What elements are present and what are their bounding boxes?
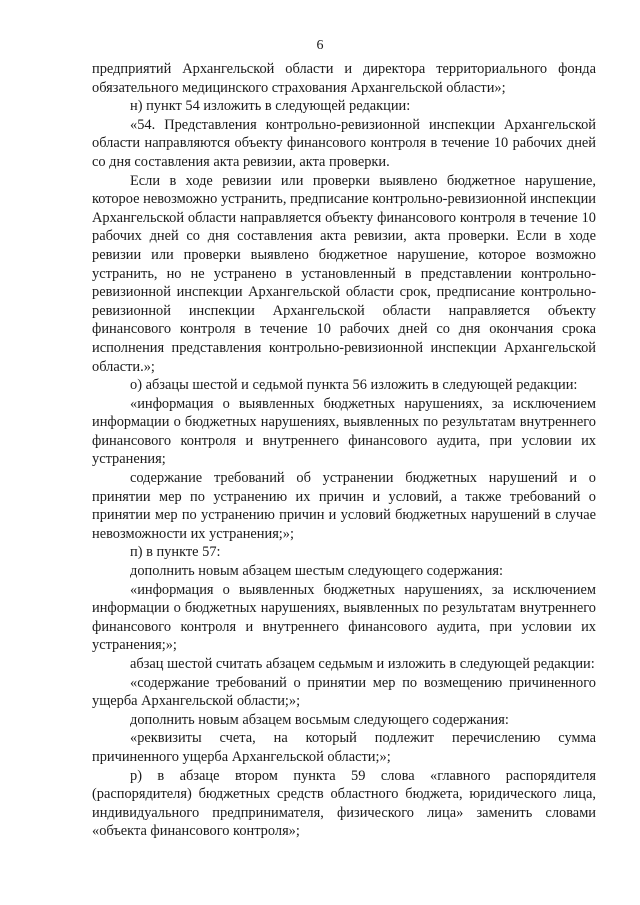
paragraph: «содержание требований о принятии мер по возмещению причиненного ущерба Архангельской области;»; bbox=[92, 674, 596, 710]
paragraph: абзац шестой считать абзацем седьмым и изложить в следующей редакции: bbox=[130, 656, 595, 672]
paragraph: «реквизиты счета, на который подлежит перечислению сумма причиненного ущерба Архангельской области;»; bbox=[92, 730, 596, 765]
paragraph: р) в абзаце втором пункта 59 слова «главного распорядителя (распорядителя) бюджетных средств областного бюджета, юридического лица, индивидуального предпринимателя, физического лица» заменить словами «объекта финансового контроля»; bbox=[92, 767, 596, 840]
paragraph: «54. Представления контрольно-ревизионной инспекции Архангельской области направляются объекту финансового контроля в течение 10 рабочих дней со дня составления акта ревизии, акта проверки. bbox=[92, 116, 596, 170]
page-number: 6 bbox=[316, 38, 324, 53]
paragraph: «информация о выявленных бюджетных нарушениях, за исключением информации о бюджетных нарушениях, выявленных по результатам внутреннего финансового контроля и внутреннего финансового аудита, при условии их устранения;»; bbox=[92, 581, 596, 654]
paragraph: дополнить новым абзацем шестым следующего содержания: bbox=[130, 563, 504, 580]
paragraph: дополнить новым абзацем восьмым следующего содержания: bbox=[130, 711, 509, 728]
paragraph: о) абзацы шестой и седьмой пункта 56 изложить в следующей редакции: bbox=[130, 377, 578, 394]
document-body bbox=[92, 60, 596, 841]
paragraph: п) в пункте 57: bbox=[130, 544, 221, 561]
paragraph: предприятий Архангельской области и директора территориального фонда обязательного медицинского страхования Архангельской области»; bbox=[92, 61, 596, 96]
paragraph: содержание требований об устранении бюджетных нарушений и о принятии мер по устранению их причин и условий, а также требований о принятии мер по устранению причин и условий бюджетных нарушений в случае невозможности их устранения;»; bbox=[92, 470, 596, 542]
paragraph: н) пункт 54 изложить в следующей редакции: bbox=[130, 98, 411, 115]
paragraph: «информация о выявленных бюджетных нарушениях, за исключением информации о бюджетных нарушениях, выявленных по результатам внутреннего финансового контроля и внутреннего финансового аудита, при условии их устранения; bbox=[92, 395, 596, 468]
paragraph: Если в ходе ревизии или проверки выявлено бюджетное нарушение, которое невозможно устранить, предписание контрольно-ревизионной инспекции Архангельской области направляется объекту финансового контроля в течение 10 рабочих дней со дня составления акта ревизии, акта проверки. Если в ходе ревизии или проверки выявлено бюджетное нарушение, которое возможно устранить, но не устранено в установленный в представлении контрольно-ревизионной инспекции Архангельской области срок, предписание контрольно-ревизионной инспекции Архангельской области направляется объекту финансового контроля в течение 10 рабочих дней со дня окончания срока исполнения представления контрольно-ревизионной инспекции Архангельской области.»; bbox=[92, 172, 596, 375]
